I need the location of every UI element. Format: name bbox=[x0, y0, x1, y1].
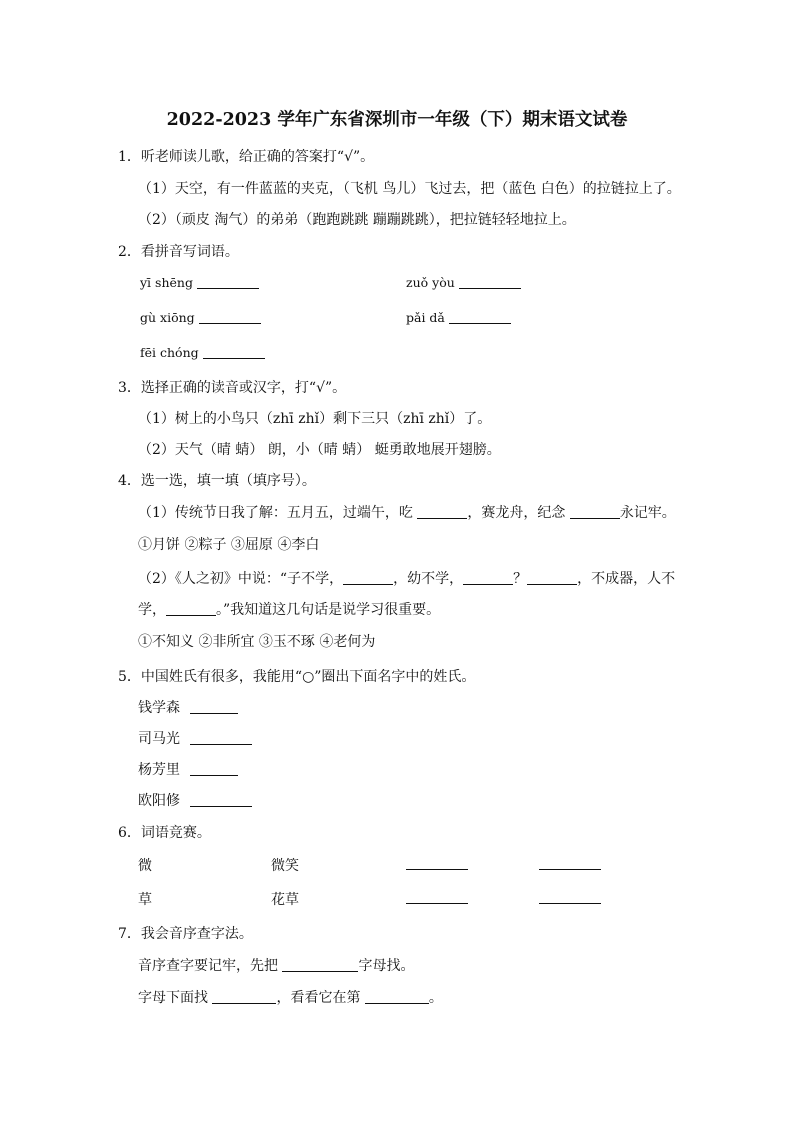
answer-blank[interactable] bbox=[282, 957, 358, 972]
item-text: 音序查字要记牢，先把 bbox=[138, 958, 283, 974]
question-4-options-2: ①不知义 ②非所宜 ③玉不琢 ④老何为 bbox=[138, 634, 376, 650]
answer-blank[interactable] bbox=[527, 570, 577, 585]
name-text: 欧阳修 bbox=[138, 793, 180, 809]
question-1-stem: 1．听老师读儿歌，给正确的答案打“√”。 bbox=[118, 149, 375, 165]
item-text: ，看看它在第 bbox=[276, 990, 365, 1006]
question-4-stem: 4．选一选，填一填（填序号）。 bbox=[118, 473, 316, 489]
item-text: 学， bbox=[138, 602, 166, 618]
item-text: ，赛龙舟，纪念 bbox=[467, 505, 570, 521]
surname-item bbox=[138, 728, 252, 748]
answer-blank[interactable] bbox=[212, 989, 276, 1004]
question-7-line-1 bbox=[138, 955, 414, 975]
answer-blank[interactable] bbox=[190, 730, 252, 745]
page-title: 2022-2023 学年广东省深圳市一年级（下）期末语文试卷 bbox=[166, 110, 628, 130]
pinyin-item-2 bbox=[406, 274, 521, 290]
question-5-stem: 5．中国姓氏有很多，我能用“○”圈出下面名字中的姓氏。 bbox=[118, 669, 476, 685]
answer-blank[interactable] bbox=[539, 855, 601, 870]
pinyin-text: zuǒ yòu bbox=[406, 275, 455, 290]
answer-blank[interactable] bbox=[190, 792, 252, 807]
item-text: （2）《人之初》中说：“子不学， bbox=[138, 571, 344, 587]
answer-blank[interactable] bbox=[343, 570, 393, 585]
question-4-item-2 bbox=[138, 568, 675, 588]
pinyin-text: pǎi dǎ bbox=[406, 310, 445, 325]
answer-blank[interactable] bbox=[190, 699, 238, 714]
name-text: 钱学森 bbox=[138, 700, 180, 716]
item-text: ，不成器，人不 bbox=[577, 571, 676, 587]
word-char: 草 bbox=[138, 892, 152, 908]
item-text: ？ bbox=[513, 571, 528, 587]
question-4-item-2-cont bbox=[138, 599, 440, 619]
item-text: （1）传统节日我了解：五月五，过端午，吃 bbox=[138, 505, 418, 521]
pinyin-item-5 bbox=[140, 344, 265, 360]
word-example: 花草 bbox=[271, 892, 299, 908]
answer-blank[interactable] bbox=[463, 570, 513, 585]
word-char: 微 bbox=[138, 858, 152, 874]
pinyin-text: yī shēng bbox=[140, 275, 193, 290]
answer-blank[interactable] bbox=[197, 274, 259, 289]
item-text: 永记牢。 bbox=[619, 505, 676, 521]
name-text: 司马光 bbox=[138, 731, 180, 747]
answer-blank[interactable] bbox=[203, 344, 265, 359]
question-1-item-2: （2）（顽皮 淘气）的弟弟（跑跑跳跳 蹦蹦跳跳），把拉链轻轻地拉上。 bbox=[138, 212, 576, 228]
pinyin-item-4 bbox=[406, 309, 511, 325]
question-7-line-2 bbox=[138, 987, 443, 1007]
pinyin-text: fēi chóng bbox=[140, 345, 199, 360]
item-text: 字母下面找 bbox=[138, 990, 213, 1006]
surname-item bbox=[138, 697, 238, 717]
surname-item bbox=[138, 790, 252, 810]
question-4-item-1 bbox=[138, 502, 676, 522]
item-text: 字母找。 bbox=[358, 958, 415, 974]
answer-blank[interactable] bbox=[570, 504, 620, 519]
question-2-stem: 2．看拼音写词语。 bbox=[118, 244, 239, 260]
answer-blank[interactable] bbox=[190, 761, 238, 776]
item-text: ，幼不学， bbox=[393, 571, 464, 587]
question-3-stem: 3．选择正确的读音或汉字，打“√”。 bbox=[118, 380, 347, 396]
question-4-options-1: ①月饼 ②粽子 ③屈原 ④李白 bbox=[138, 537, 320, 553]
question-3-item-1: （1）树上的小鸟只（zhī zhǐ）剩下三只（zhī zhǐ）了。 bbox=[138, 411, 492, 427]
answer-blank[interactable] bbox=[417, 504, 467, 519]
pinyin-item-3 bbox=[140, 309, 261, 325]
question-3-item-2: （2）天气（晴 蜻） 朗，小（晴 蜻） 蜓勇敢地展开翅膀。 bbox=[138, 442, 501, 458]
answer-blank[interactable] bbox=[166, 601, 216, 616]
word-example: 微笑 bbox=[271, 858, 299, 874]
answer-blank[interactable] bbox=[449, 309, 511, 324]
item-text: 。”我知道这几句话是说学习很重要。 bbox=[216, 602, 441, 618]
question-7-stem: 7．我会音序查字法。 bbox=[118, 926, 253, 942]
answer-blank[interactable] bbox=[365, 989, 429, 1004]
name-text: 杨芳里 bbox=[138, 762, 180, 778]
pinyin-text: gù xiōng bbox=[140, 310, 195, 325]
pinyin-item-1 bbox=[140, 274, 259, 290]
answer-blank[interactable] bbox=[459, 274, 521, 289]
surname-item bbox=[138, 759, 238, 779]
item-text: 。 bbox=[428, 990, 443, 1006]
answer-blank[interactable] bbox=[539, 889, 601, 904]
question-1-item-1: （1）天空，有一件蓝蓝的夹克，（飞机 鸟儿）飞过去，把（蓝色 白色）的拉链拉上了。 bbox=[138, 181, 681, 197]
answer-blank[interactable] bbox=[199, 309, 261, 324]
question-6-stem: 6．词语竞赛。 bbox=[118, 825, 211, 841]
answer-blank[interactable] bbox=[406, 855, 468, 870]
answer-blank[interactable] bbox=[406, 889, 468, 904]
